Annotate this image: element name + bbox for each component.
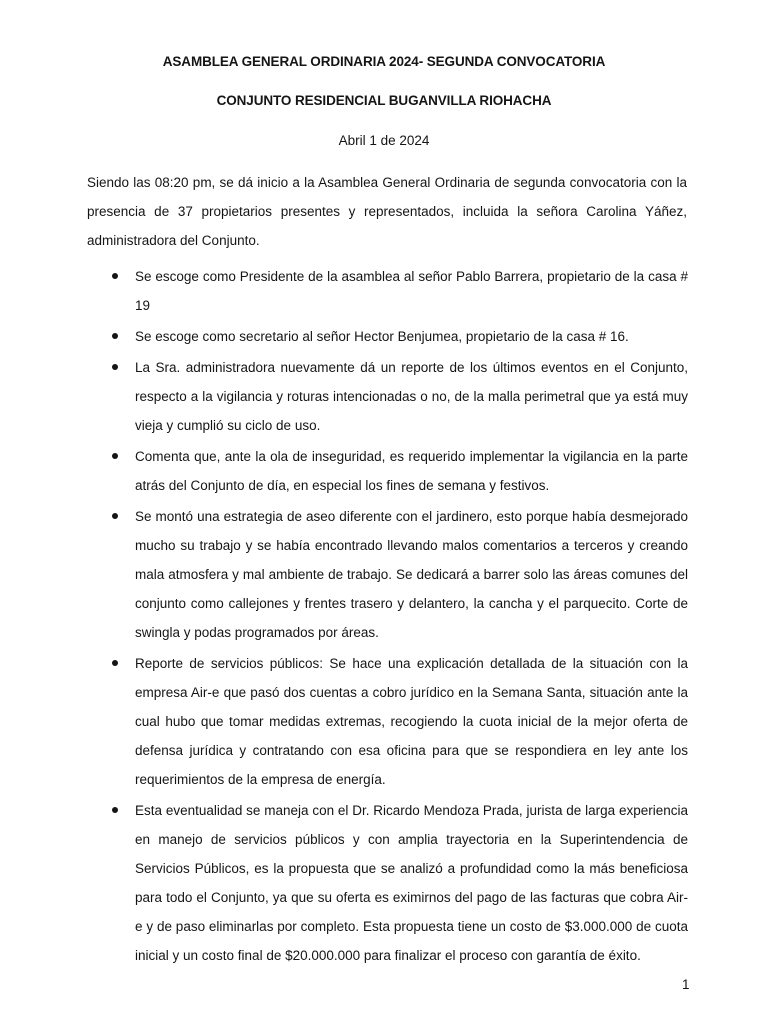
bullet-icon xyxy=(112,453,118,459)
list-item xyxy=(0,649,768,794)
bullet-icon xyxy=(112,364,118,370)
list-item xyxy=(0,796,768,970)
bullet-icon xyxy=(112,333,118,339)
list-item-text: Se montó una estrategia de aseo diferente con el jardinero, esto porque había desmejorado mucho su trabajo y se había encontrado llevando malos comentarios a terceros y creando mala atmosfera y mal ambiente de trabajo. Se dedicará a barrer solo las áreas comunes del conjunto como callejones y frentes trasero y delantero, la cancha y el parquecito. Corte de swingla y podas programados por áreas. xyxy=(135,509,688,640)
list-item xyxy=(0,322,768,351)
list-item-text: Esta eventualidad se maneja con el Dr. Ricardo Mendoza Prada, jurista de larga experiencia en manejo de servicios públicos y con amplia trayectoria en la Superintendencia de Servicios Públicos, es la propuesta que se analizó a profundidad como la más beneficiosa para todo el Conjunto, ya que su oferta es eximirnos del pago de las facturas que cobra Air-e y de paso eliminarlas por completo. Esta propuesta tiene un costo de $3.000.000 de cuota inicial y un costo final de $20.000.000 para finalizar el proceso con garantía de éxito. xyxy=(135,803,688,963)
document-subtitle: CONJUNTO RESIDENCIAL BUGANVILLA RIOHACHA xyxy=(216,93,552,108)
bullet-icon xyxy=(112,273,118,279)
list-item-text: Reporte de servicios públicos: Se hace una explicación detallada de la situación con la empresa Air-e que pasó dos cuentas a cobro jurídico en la Semana Santa, situación ante la cual hubo que tomar medidas extremas, recogiendo la cuota inicial de la mejor oferta de defensa jurídica y contratando con esa oficina para que se respondiera en ley ante los requerimientos de la empresa de energía. xyxy=(135,656,688,787)
document-date: Abril 1 de 2024 xyxy=(338,133,430,148)
document-title: ASAMBLEA GENERAL ORDINARIA 2024- SEGUNDA CONVOCATORIA xyxy=(162,54,606,69)
list-item xyxy=(0,442,768,500)
list-item xyxy=(0,353,768,440)
bullet-icon xyxy=(112,513,118,519)
bullet-icon xyxy=(112,807,118,813)
list-item xyxy=(0,502,768,647)
list-item-text: Comenta que, ante la ola de inseguridad, es requerido implementar la vigilancia en la parte atrás del Conjunto de día, en especial los fines de semana y festivos. xyxy=(135,449,688,493)
list-item xyxy=(0,262,768,320)
page-number: 1 xyxy=(682,977,690,992)
agenda-list xyxy=(0,262,768,972)
list-item-text: Se escoge como Presidente de la asamblea al señor Pablo Barrera, propietario de la casa # 19 xyxy=(135,269,688,313)
list-item-text: Se escoge como secretario al señor Hector Benjumea, propietario de la casa # 16. xyxy=(135,329,629,344)
list-item-text: La Sra. administradora nuevamente dá un reporte de los últimos eventos en el Conjunto, respecto a la vigilancia y roturas intencionadas o no, de la malla perimetral que ya está muy vieja y cumplió su ciclo de uso. xyxy=(135,360,688,433)
intro-paragraph: Siendo las 08:20 pm, se dá inicio a la Asamblea General Ordinaria de segunda convocatoria con la presencia de 37 propietarios presentes y representados, incluida la señora Carolina Yáñez, administradora del Conjunto. xyxy=(87,175,687,248)
bullet-icon xyxy=(112,660,118,666)
